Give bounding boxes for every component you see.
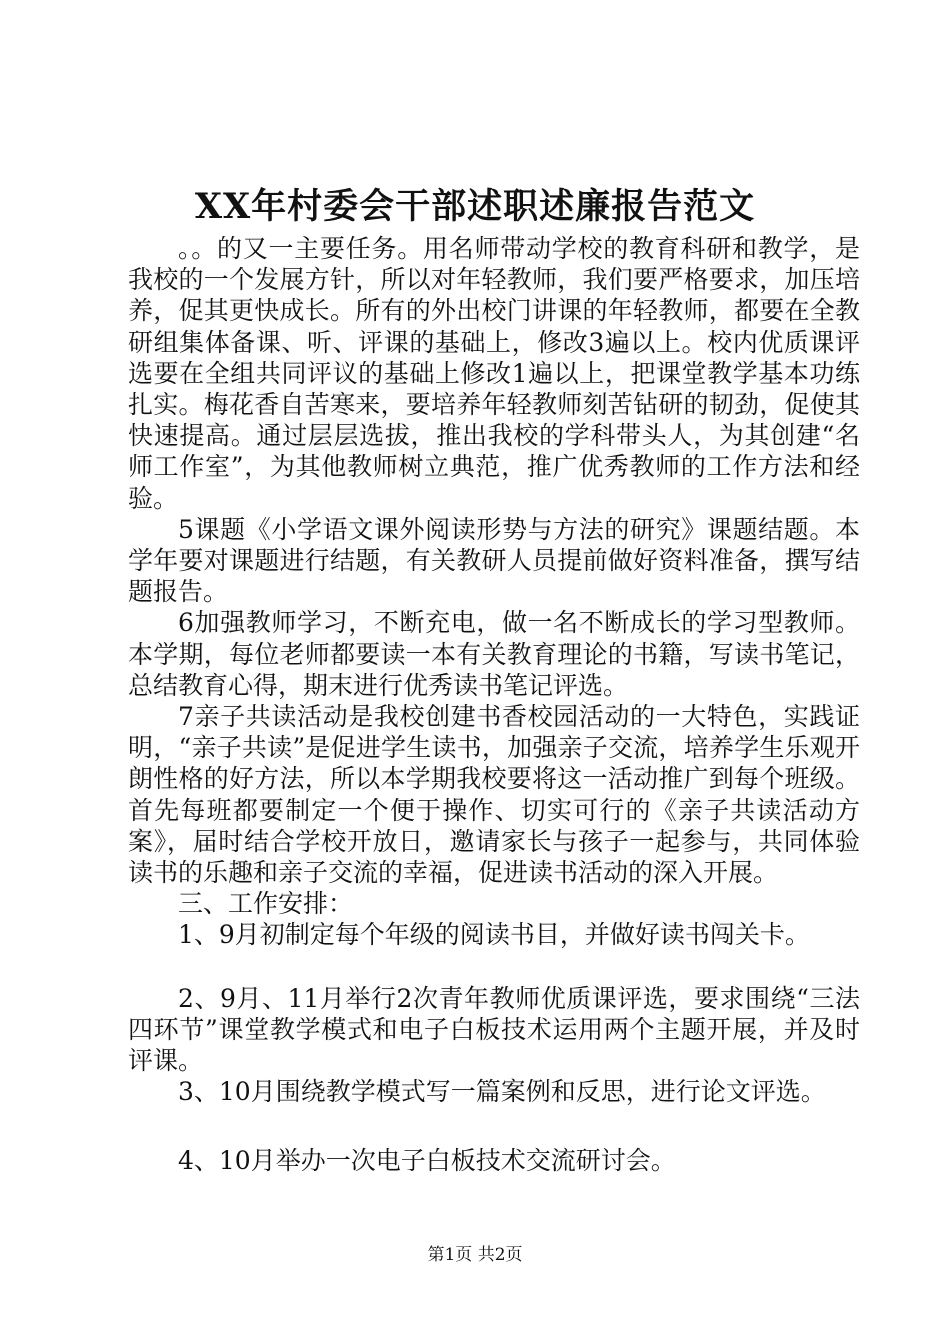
document-body — [128, 233, 860, 1177]
paragraph-item-7: 7亲子共读活动是我校创建书香校园活动的一大特色，实践证明，“亲子共读”是促进学生读书，加强亲子交流，培养学生乐观开朗性格的好方法，所以本学期我校要将这一活动推广到每个班级。首先每班都要制定一个便于操作、切实可行的《亲子共读活动方案》，届时结合学校开放日，邀请家长与孩子一起参与，共同体验读书的乐趣和亲子交流的幸福，促进读书活动的深入开展。 — [128, 702, 860, 888]
paragraph-intro: 。。的又一主要任务。用名师带动学校的教育科研和教学，是我校的一个发展方针，所以对年轻教师，我们要严格要求，加压培养，促其更快成长。所有的外出校门讲课的年轻教师，都要在全教研组集体备课、听、评课的基础上，修改3遍以上。校内优质课评选要在全组共同评议的基础上修改1遍以上，把课堂教学基本功练扎实。梅花香自苦寒来，要培养年轻教师刻苦钻研的韧劲，促使其快速提高。通过层层选拔，推出我校的学科带头人，为其创建“名师工作室”，为其他教师树立典范，推广优秀教师的工作方法和经验。 — [128, 234, 860, 513]
page-number-footer: 第1页 共2页 — [427, 1245, 523, 1265]
schedule-item-1: 1、9月初制定每个年级的阅读书目，并做好读书闯关卡。 — [178, 920, 810, 950]
paragraph-item-5: 5课题《小学语文课外阅读形势与方法的研究》课题结题。本学年要对课题进行结题，有关教研人员提前做好资料准备，撰写结题报告。 — [128, 514, 860, 607]
schedule-item-4: 4、10月举办一次电子白板技术交流研讨会。 — [178, 1146, 676, 1176]
schedule-item-3: 3、10月围绕教学模式写一篇案例和反思，进行论文评选。 — [178, 1077, 826, 1107]
document-title: XX年村委会干部述职述廉报告范文 — [194, 186, 756, 227]
section-heading: 三、工作安排： — [178, 889, 354, 919]
paragraph-item-6: 6加强教师学习，不断充电，做一名不断成长的学习型教师。本学期，每位老师都要读一本有关教育理论的书籍，写读书笔记，总结教育心得，期末进行优秀读书笔记评选。 — [128, 608, 860, 700]
schedule-item-2: 2、9月、11月举行2次青年教师优质课评选，要求围绕“三法四环节”课堂教学模式和电子白板技术运用两个主题开展，并及时评课。 — [128, 983, 860, 1076]
